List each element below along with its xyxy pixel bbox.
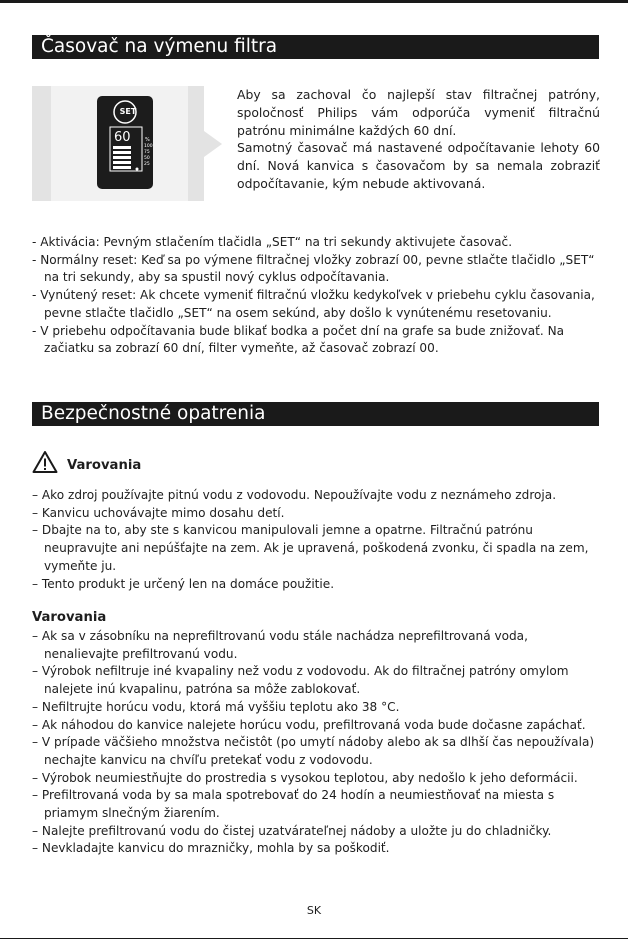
figure-pointer: [200, 131, 224, 157]
list-item: - Vynútený reset: Ak chcete vymeniť filtračnú vložku kedykoľvek v priebehu cyklu časovania, pevne stlačte tlačidlo „SET“ na osem sekúnd, aby došlo k vynútenému resetovaniu.: [32, 288, 595, 320]
list-item: – Nefiltrujte horúcu vodu, ktorá má vyššiu teplotu ako 38 °C.: [32, 699, 400, 714]
timer-set-button: SET: [119, 107, 137, 116]
scale-100: 100: [144, 144, 153, 149]
list-item: - Normálny reset: Keď sa po výmene filtračnej vložky zobrazí 00, pevne stlačte tlačidlo „SET“ na tri sekundy, aby sa spustil nový cyklus odpočítavania.: [32, 252, 595, 285]
page-footer-lang: SK: [306, 904, 322, 917]
list-item: - V priebehu odpočítavania bude blikať bodka a počet dní na grafe sa bude znižovať. Na začiatku sa zobrazí 60 dní, filter vymeňte, až časovač zobrazí 00.: [32, 323, 565, 356]
timer-unit: %: [145, 137, 150, 143]
section-title-filter-timer: Časovač na výmenu filtra: [32, 35, 599, 59]
timer-display-value: 60: [114, 130, 131, 145]
list-item: – Kanvicu uchovávajte mimo dosahu detí.: [32, 505, 285, 520]
list-item: - Aktivácia: Pevným stlačením tlačidla „SET“ na tri sekundy aktivujete časovač.: [32, 235, 513, 249]
section-title-safety: Bezpečnostné opatrenia: [32, 402, 599, 426]
intro-paragraph: Aby sa zachoval čo najlepší stav filtračnej patróny, spoločnosť Philips vám odporúča vymeniť filtračnú patrónu minimálne každých 60 dní.: [237, 87, 600, 138]
warnings-list-1: [32, 487, 602, 593]
warnings-list-2: [32, 628, 602, 858]
list-item: – Dbajte na to, aby ste s kanvicou manipulovali jemne a opatrne. Filtračnú patrónu neupravujte ani nepúšťajte na zem. Ak je upravená, poškodená zvonku, či spadla na zem, vymeňte ju.: [32, 523, 589, 573]
list-item: – Nalejte prefiltrovanú vodu do čistej uzatvárateľnej nádoby a uložte ju do chladničky.: [32, 823, 552, 838]
list-item: – Výrobok nefiltruje iné kvapaliny než vodu z vodovodu. Ak do filtračnej patróny omylom nalejete inú kvapalinu, patróna sa môže zablokovať.: [32, 664, 569, 697]
list-item: – Výrobok neumiestňujte do prostredia s vysokou teplotou, aby nedošlo k jeho deformácii.: [32, 770, 578, 785]
list-item: – Prefiltrovaná voda by sa mala spotrebovať do 24 hodín a neumiestňovať na miesta s priamym slnečným žiarením.: [32, 788, 555, 821]
warnings-heading-2: Varovania: [32, 610, 107, 625]
scale-75: 75: [144, 150, 150, 155]
warning-icon: [32, 450, 58, 474]
scale-25: 25: [144, 162, 150, 167]
intro-paragraph: Samotný časovač má nastavené odpočítavanie lehoty 60 dní. Nová kanvica s časovačom by sa nemala zobraziť odpočítavanie, kým nebude aktivovaná.: [237, 140, 600, 191]
list-item: – V prípade väčšieho množstva nečistôt (po umytí nádoby alebo ak sa dlhší čas nepoužívala) nechajte kanvicu na chvíľu pretekať vodu z vodovodu.: [32, 735, 595, 767]
bottom-rule: [0, 938, 628, 939]
timer-intro: [237, 86, 600, 193]
top-rule: [0, 0, 628, 3]
timer-scale: [144, 144, 154, 168]
warnings-heading: Varovania: [67, 458, 142, 473]
timer-instructions: [32, 234, 602, 358]
list-item: – Ako zdroj používajte pitnú vodu z vodovodu. Nepoužívajte vodu z neznámeho zdroja.: [32, 488, 557, 502]
list-item: – Tento produkt je určený len na domáce použitie.: [32, 576, 335, 591]
list-item: – Nevkladajte kanvicu do mrazničky, mohla by sa poškodiť.: [32, 841, 390, 856]
scale-50: 50: [144, 156, 150, 161]
list-item: – Ak náhodou do kanvice nalejete horúcu vodu, prefiltrovaná voda bude dočasne zapáchať.: [32, 717, 586, 732]
list-item: – Ak sa v zásobníku na neprefiltrovanú vodu stále nachádza neprefiltrovaná voda, nenalievajte prefiltrovanú vodu.: [32, 629, 528, 661]
